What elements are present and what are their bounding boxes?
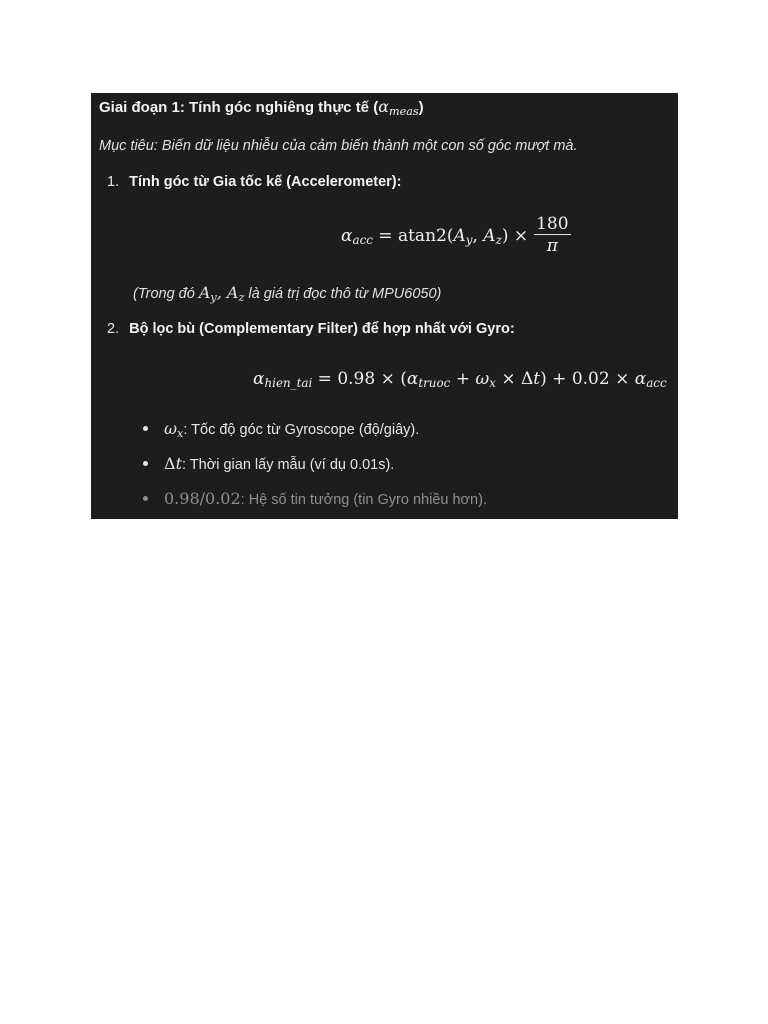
bullet-dot	[143, 426, 148, 431]
complementary-filter-equation: $\alpha_{hien\_tai} = 0.98 \times (\alpha_{truoc} + \omega_x \times \Delta t) + 0.02 \times \alpha_{acc}$	[253, 369, 667, 390]
accelerometer-note: (Trong đó $A_y$, $A_z$ là giá trị đọc thô từ MPU6050)	[133, 283, 442, 304]
bullet-delta-t: Δt: Thời gian lấy mẫu (ví dụ 0.01s).	[143, 454, 394, 473]
content-panel	[91, 93, 678, 519]
step-1-heading: 1. Tính góc từ Gia tốc kế (Accelerometer):	[107, 174, 402, 190]
bullet-omega: $\omega_x$: Tốc độ góc từ Gyroscope (độ/giây).	[143, 419, 419, 438]
fraction-numerator: 180	[536, 214, 569, 234]
step-2-heading: 2. Bộ lọc bù (Complementary Filter) để hợp nhất với Gyro:	[107, 321, 515, 337]
section-title: Giai đoạn 1: Tính góc nghiêng thực tế $(\alpha_{meas})$	[99, 97, 424, 118]
bullet-dot	[143, 496, 148, 501]
bullet-coefficients: 0.98/0.02: Hệ số tin tưởng (tin Gyro nhiều hơn).	[143, 489, 487, 508]
accelerometer-equation: $\alpha_{acc} = atan2(A_y$, $A_z$) × $\frac{180}{\pi}$	[341, 214, 569, 256]
goal-text: Mục tiêu: Biến dữ liệu nhiễu của cảm biến thành một con số góc mượt mà.	[99, 138, 578, 154]
bullet-dot	[143, 461, 148, 466]
fraction	[534, 214, 570, 257]
fraction-denominator: π	[546, 236, 558, 256]
